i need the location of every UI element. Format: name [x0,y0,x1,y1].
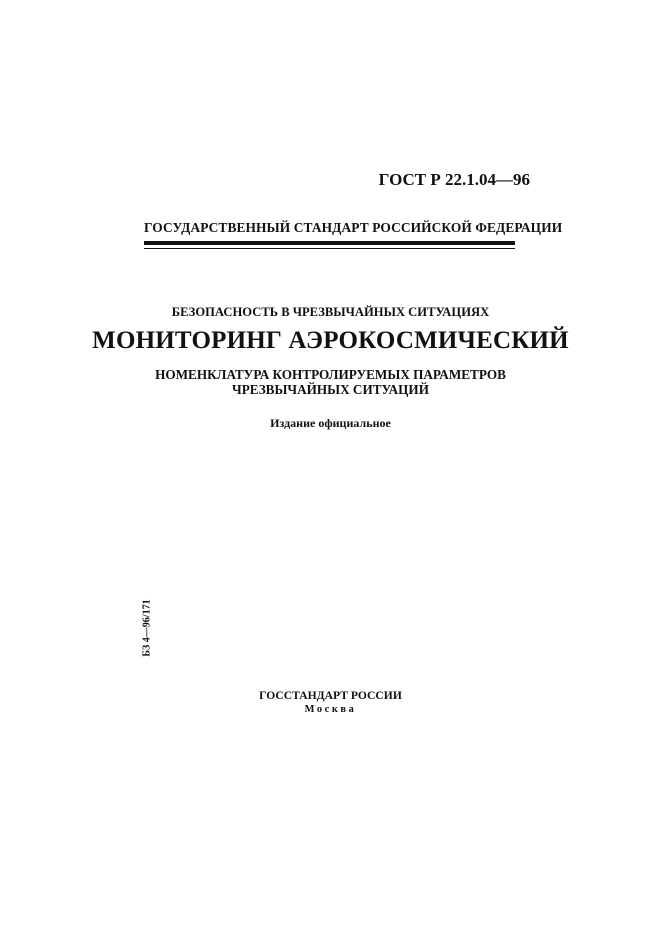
gost-number: ГОСТ Р 22.1.04—96 [378,170,530,189]
main-title: МОНИТОРИНГ АЭРОКОСМИЧЕСКИЙ [92,327,569,354]
state-standard-heading: ГОСУДАРСТВЕННЫЙ СТАНДАРТ РОССИЙСКОЙ ФЕДЕРАЦИИ [144,220,563,235]
divider-thick [144,241,515,245]
subtitle-line-1: НОМЕНКЛАТУРА КОНТРОЛИРУЕМЫХ ПАРАМЕТРОВ [155,367,506,382]
divider-thin [144,248,515,249]
series-title: БЕЗОПАСНОСТЬ В ЧРЕЗВЫЧАЙНЫХ СИТУАЦИЯХ [171,305,490,319]
publication-city: Москва [304,704,357,715]
subtitle-line-2: ЧРЕЗВЫЧАЙНЫХ СИТУАЦИЙ [232,382,429,397]
publisher: ГОССТАНДАРТ РОССИИ [259,689,402,702]
edition-label: Издание официальное [270,416,391,430]
side-catalog-code: БЗ 4—96/171 [141,599,153,657]
